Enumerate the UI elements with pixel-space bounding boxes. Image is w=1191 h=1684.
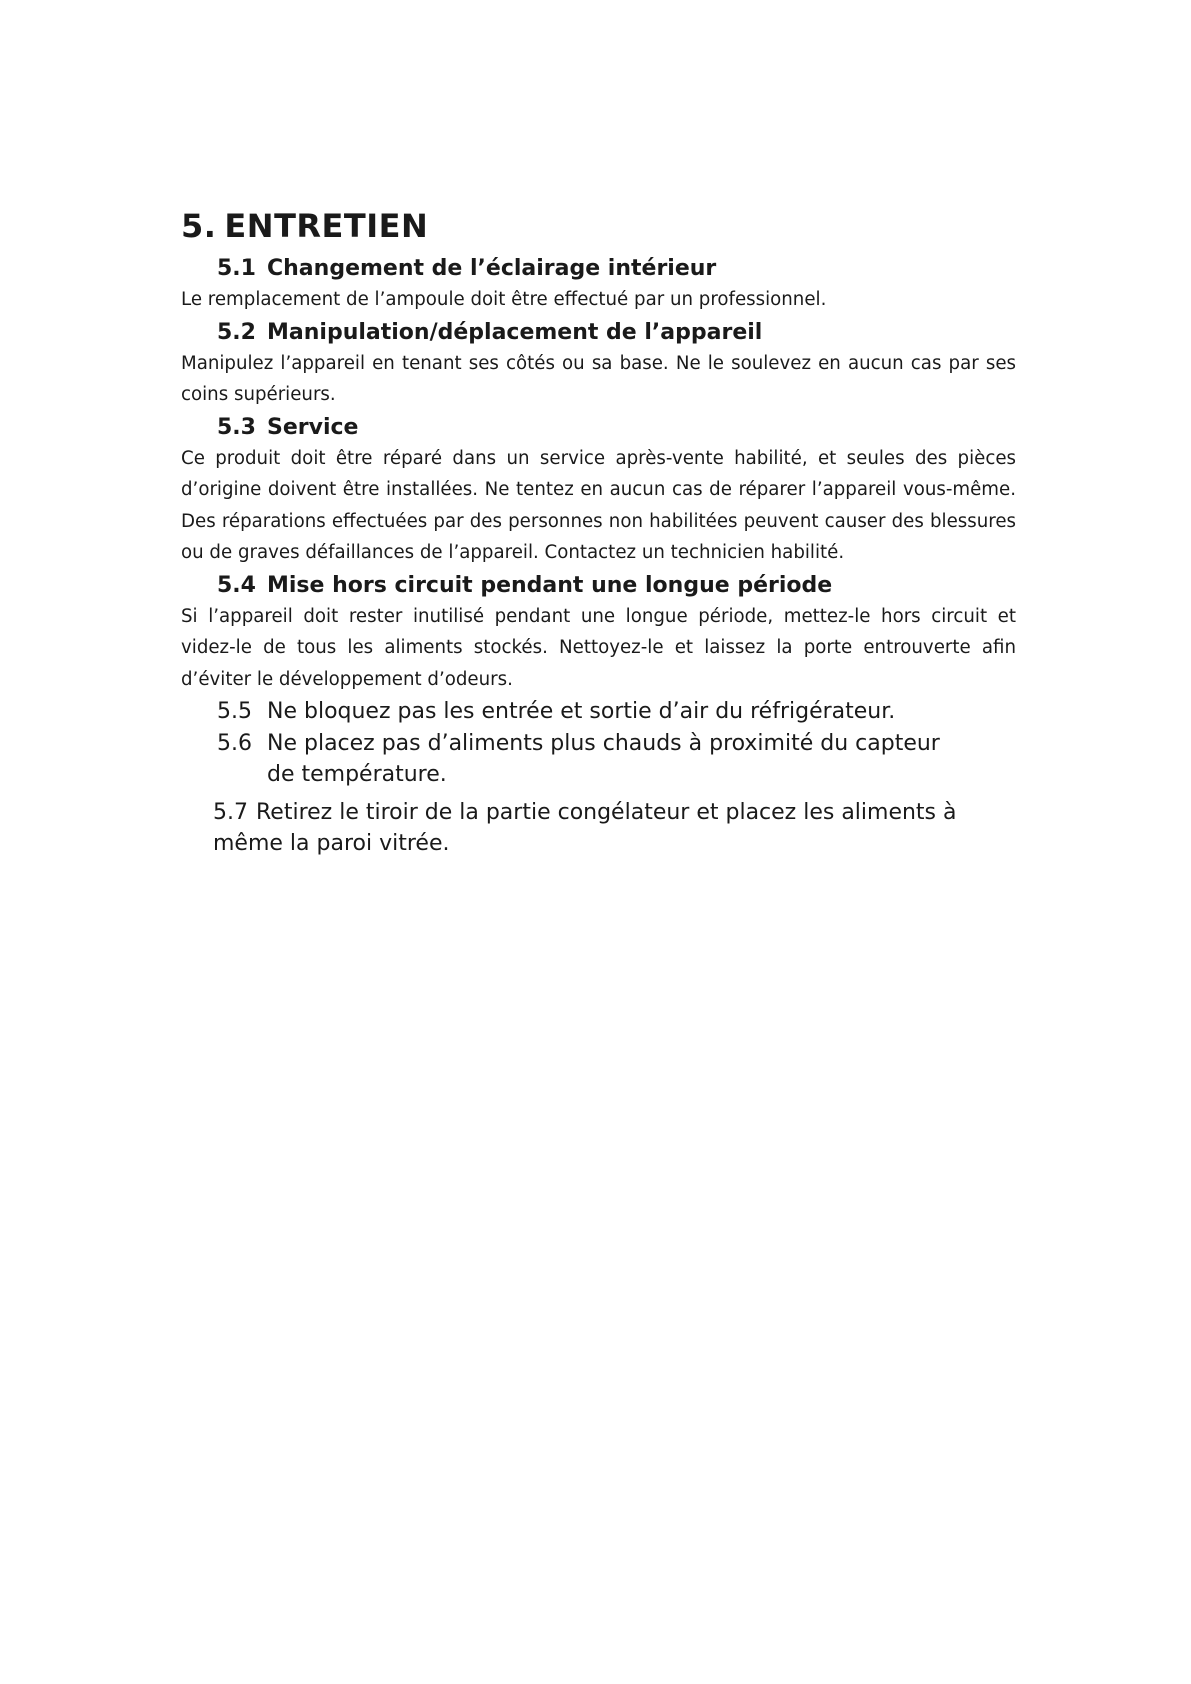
section-body: Ce produit doit être réparé dans un service après-vente habilité, et seules des pièces d’origine doivent être installées. Ne tentez en aucun cas de réparer l’appareil vous-même. Des réparations effectuées par des personnes non habilitées peuvent causer des blessures ou de graves défaillances de l’appareil. Contactez un technicien habilité. (181, 447, 1016, 563)
section-body: Le remplacement de l’ampoule doit être effectué par un professionnel. (181, 289, 827, 310)
chapter-number: 5. (181, 207, 217, 245)
section-number: 5.1 (217, 256, 256, 281)
tip-text: Ne bloquez pas les entrée et sortie d’air du réfrigérateur. (267, 699, 896, 724)
tip-number: 5.7 (213, 799, 248, 825)
section-body: Si l’appareil doit rester inutilisé pendant une longue période, mettez-le hors circuit et videz-le de tous les aliments stockés. Nettoyez-le et laissez la porte entrouverte afin d’éviter le développement d’odeurs. (181, 605, 1016, 690)
section-heading (181, 412, 1016, 443)
tip-text: Retirez le tiroir de la partie congélateur et placez les aliments à même la paroi vitrée. (213, 799, 957, 856)
tip-item (181, 797, 1016, 860)
tip-item (181, 696, 1016, 728)
section-number: 5.3 (217, 414, 256, 440)
section-body: Manipulez l’appareil en tenant ses côtés ou sa base. Ne le soulevez en aucun cas par ses coins supérieurs. (181, 352, 1016, 405)
tip-item (181, 728, 1016, 791)
section-title: Service (267, 414, 359, 440)
section-heading (181, 253, 1016, 284)
tip-number: 5.5 (217, 699, 252, 724)
tip-number: 5.6 (217, 730, 252, 756)
section-heading (181, 317, 1016, 348)
section-number: 5.4 (217, 572, 256, 598)
section-title: Changement de l’éclairage intérieur (267, 256, 717, 281)
section-number: 5.2 (217, 319, 256, 345)
section-title: Manipulation/déplacement de l’appareil (267, 319, 763, 345)
section-title: Mise hors circuit pendant une longue période (267, 572, 833, 598)
chapter-title (181, 205, 1016, 247)
chapter-title-text: ENTRETIEN (224, 207, 429, 245)
tip-text: Ne placez pas d’aliments plus chauds à proximité du capteur de température. (267, 730, 940, 787)
section-heading (181, 570, 1016, 601)
document-page (181, 205, 1016, 860)
